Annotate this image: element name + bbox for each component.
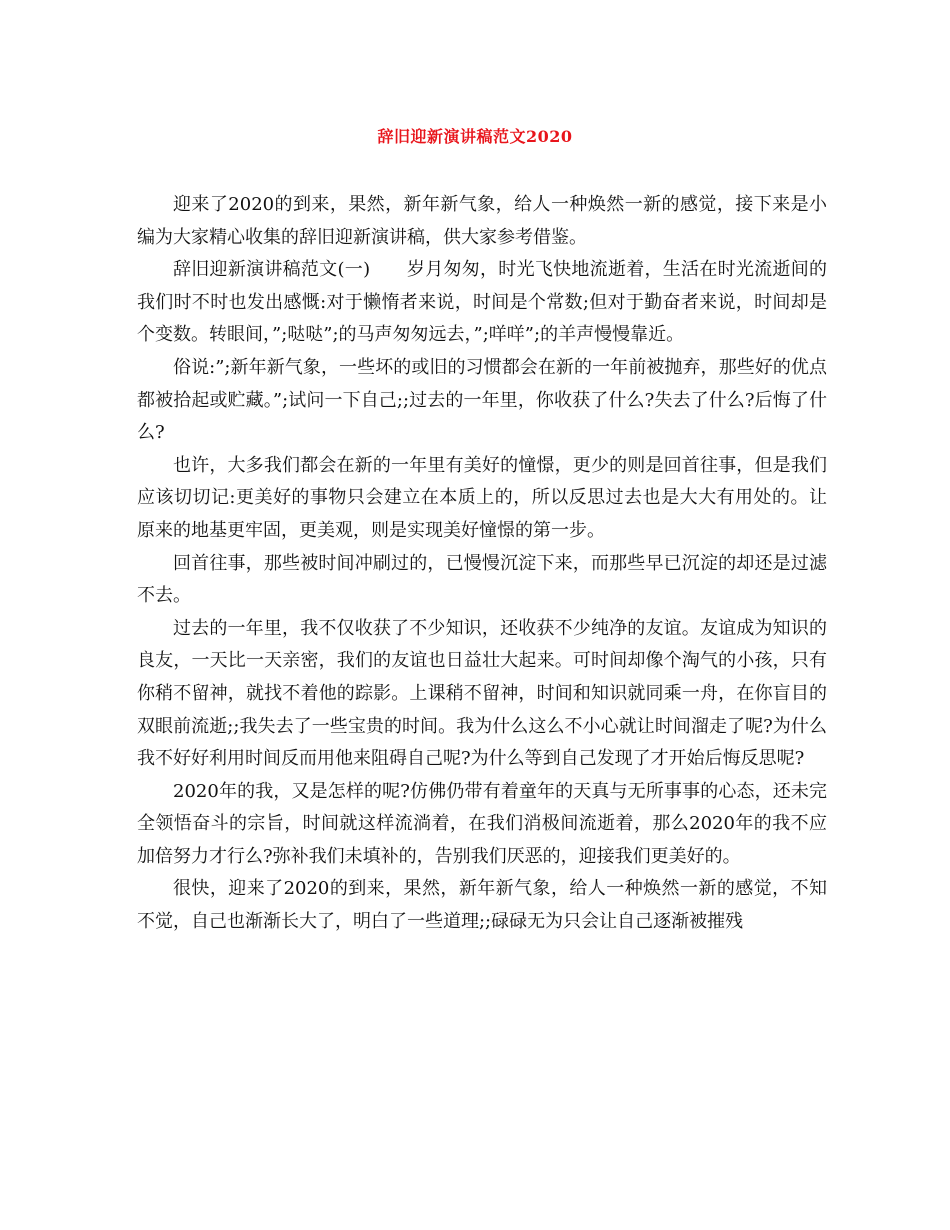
- document-title: 辞旧迎新演讲稿范文2020: [377, 127, 573, 146]
- paragraph-3: 俗说:”;新年新气象，一些坏的或旧的习惯都会在新的一年前被抛弃，那些好的优点都被拾起或贮藏。”;试问一下自己;;过去的一年里，你收获了什么?失去了什么?后悔了什么?: [137, 356, 827, 444]
- paragraph-5: 回首往事，那些被时间冲刷过的，已慢慢沉淀下来，而那些早已沉淀的却还是过滤不去。: [137, 552, 827, 607]
- paragraph-8: 很快，迎来了2020的到来，果然，新年新气象，给人一种焕然一新的感觉，不知不觉，自己也渐渐长大了，明白了一些道理;;碌碌无为只会让自己逐渐被摧残: [137, 878, 827, 933]
- paragraph-4: 也许，大多我们都会在新的一年里有美好的憧憬，更少的则是回首往事，但是我们应该切切记:更美好的事物只会建立在本质上的，所以反思过去也是大大有用处的。让原来的地基更牢固，更美观，则是实现美好憧憬的第一步。: [137, 454, 827, 541]
- document-body: [137, 189, 827, 939]
- paragraph-7: 2020年的我，又是怎样的呢?仿佛仍带有着童年的天真与无所事事的心态，还未完全领悟奋斗的宗旨，时间就这样流淌着，在我们消极间流逝着，那么2020年的我不应加倍努力才行么?弥补我们未填补的，告别我们厌恶的，迎接我们更美好的。: [137, 780, 827, 867]
- paragraph-2: 辞旧迎新演讲稿范文(一) 岁月匆匆，时光飞快地流逝着，生活在时光流逝间的我们时不时也发出感慨:对于懒惰者来说，时间是个常数;但对于勤奋者来说，时间却是个变数。转眼间，”;哒哒”;的马声匆匆远去，”;咩咩”;的羊声慢慢靠近。: [137, 259, 827, 346]
- paragraph-6: 过去的一年里，我不仅收获了不少知识，还收获不少纯净的友谊。友谊成为知识的良友，一天比一天亲密，我们的友谊也日益壮大起来。可时间却像个淘气的小孩，只有你稍不留神，就找不着他的踪影。上课稍不留神，时间和知识就同乘一舟，在你盲目的双眼前流逝;;我失去了一些宝贵的时间。我为什么这么不小心就让时间溜走了呢?为什么我不好好利用时间反而用他来阻碍自己呢?为什么等到自己发现了才开始后悔反思呢?: [137, 617, 827, 770]
- paragraph-1: 迎来了2020的到来，果然，新年新气象，给人一种焕然一新的感觉，接下来是小编为大家精心收集的辞旧迎新演讲稿，供大家参考借鉴。: [137, 194, 827, 248]
